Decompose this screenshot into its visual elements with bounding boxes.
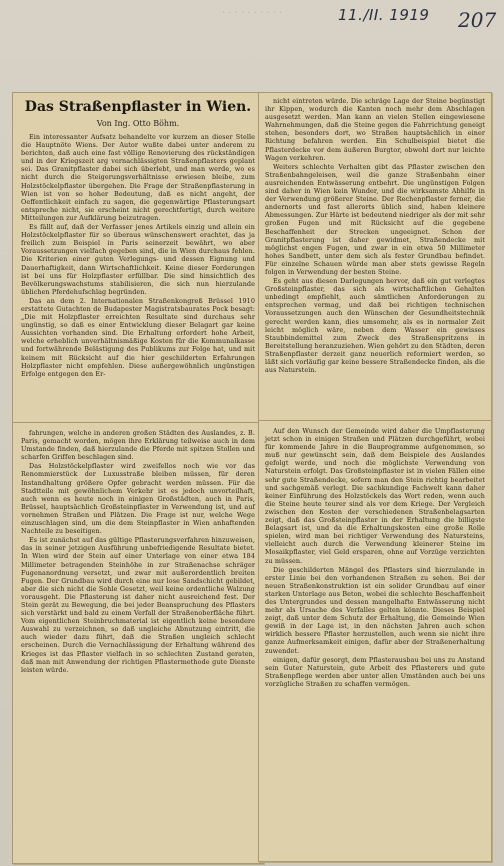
paragraph: Ein interessanter Aufsatz behandelte vor kurzem an dieser Stelle die Hauptnöte Wiens. Der Autor wußte dabei unter anderem zu berichten, daß auch eine fast völlige Renovierung des rückständigen und in der Kriegszeit arg vernachlässigten Straßenpflasters geplant sei. Das Granitpflaster dabei sich überlebt, und man werde, wo es nicht durch die Steigerungsverhältnisse erwiesen bleibe, zum Holzstöckelpflaster übergehen. Die Frage der Straßenpflasterung in Wien ist von so hoher Bedeutung, daß es nicht angeht, der Oeffentlichkeit einfach zu sagen, die gegenwärtige Pflasterungsart entspreche nicht, sie erscheint nicht gerechtfertigt, durch weitere Mitteilungen zur Aufklärung beizutragen.	[21, 133, 255, 222]
handwritten-page-number: 207	[458, 8, 497, 32]
paragraph: Auf den Wunsch der Gemeinde wird daher die Umpflasterung jetzt schon in einigen Straßen und Plätzen durchgeführt, wobei für kommende Jahre in die Bauprogramme aufgenommen, so muß nur gewünscht sein, daß dem Beispiele des Auslandes gefolgt werde, und noch die möglichste Verwendung von Naturstein erfolgt. Das Großsteinpflaster ist in vielen Fällen eine sehr gute Straßendecke, sofern man den Stein richtig bearbeitet und sachgemäß verlegt. Die sachkundige Fachwelt kann daher keiner Einführung des Holzstöckels das Wort reden, wenn auch die Steine heute teurer sind als vor dem Kriege. Der Vergleich zwischen den Kosten der verschiedenen Straßenbelagsarten zeigt, daß das Großsteinpflaster in der Erhaltung die billigste Belagsart ist, und da die Erhaltungskosten eine große Rolle spielen, wird man bei richtiger Verwendung des Natursteins, vielleicht auch durch die Verwendung kleinerer Steine im Mosaikpflaster, viel Geld ersparen, ohne auf Vorzüge verzichten zu müssen.	[265, 427, 485, 565]
paragraph: Es fällt auf, daß der Verfasser jenes Artikels einzig und allein ein Holzstöckelpflaster für so überaus wünschenswert erachtet, das ja freilich zum Beispiel in Paris seinerzeit bewährt, wo aber Voraussetzungen vielfach gegeben sind, die in Wien durchaus fehlen. Die Kriterien einer guten Verlegungs- und dessen Eignung und Dauerhaftigkeit, dann Wirtschaftlichkeit. Keine dieser Forderungen ist bei uns für Holzpflaster erfüllbar. Die sind hinsichtlich des Bevölkerungswachstums stabilisieren, die sich nun hierzulande üblichen Pferdehufschlag begründen.	[21, 223, 255, 296]
paragraph: einigen, dafür gesorgt, dem Pflasterausbau bei uns zu Anstand sein Guter Naturstein, gute Arbeit des Pflasterers und gute Straßenpflege werden aber unter allen Umständen auch bei uns vorzügliche Straßen zu schaffen vermögen.	[265, 655, 485, 688]
paragraph: Es geht aus diesen Darlegungen hervor, daß ein gut verlegtes Großsteinpflaster, das sich als wirtschaftlichen Gehalten unbedingt empfiehlt, auch sämtlichen Anforderungen zu entsprechen vermag, und daß bei richtigen technischen Voraussetzungen auch den Wünschen der Gesundheitstechnik gerecht werden kann, dies umsomehr, als es in normaler Zeit leicht möglich wäre, neben dem Wasser ein gewisses Staubbindemittel zum Zweck des Straßenspritzens in Bereitstellung heranzuziehen. Wien gehört zu den Städten, deren Straßenpflaster derzeit ganz neuerlich reformiert werden, so läßt sich vorläufig gar keine bessere Straßendecke finden, als die aus Naturstein.	[265, 277, 485, 375]
paragraph: Es ist zunächst auf das gültige Pflasterungsverfahren hinzuweisen, das in seiner jetzigen Ausführung unbefriedigende Resultate bietet. In Wien wird der Stein auf einer Unterlage von einer etwa 184 Millimeter betragenden Steinhöhe in zur Straßenachse schräger Fugenanordnung versetzt, und zwar mit außerordentlich breiten Fugen. Der Grundbau wird durch eine nur lose Sandschicht gebildet, aber die sich nicht die Sohle Gesetzt, weil keine ordentliche Walzung vorausgeht. Die Pflasterung ist daher nicht ausreichend fest. Der Stein gerät zu Bewegung, die bei jeder Beanspruchung des Pflasters sich verstärkt und bald zu einem Verfall der Straßenoberfläche führt. Vom eigentlichen Steinbruchmaterial ist eigentlich keine besondere Auswahl zu verzeichnen, so daß ungleiche Abnutzung eintritt, die auch wieder dazu führt, daß die Straßen ungleich schlecht erscheinen. Durch die Vernachlässigung der Erhaltung während des Krieges ist das Pflaster vielfach in so schlechten Zustand geraten, daß man mit Anwendung der richtigen Pflastermethode gute Dienste leisten würde.	[21, 536, 255, 674]
clipping-column-4	[258, 420, 492, 862]
clipping-column-2	[258, 92, 492, 424]
paragraph: fahrungen, welche in anderen großen Städten des Auslandes, z. B. Paris, gemacht worden, mögen ihre Erklärung teilweise auch in dem Umstande finden, daß hierzulande die Pferde mit spitzen Stollen und scharfen Griffen beschlagen sind.	[21, 429, 255, 462]
column-1-text	[21, 133, 255, 379]
paragraph: Das an dem 2. Internationalen Straßenkongreß Brüssel 1910 erstattete Gutachten de Budapester Magistratsbaurates Pock besagt: „Die mit Holzpflaster erreichten Resultate sind durchaus sehr ungünstig, so daß es einer Entwicklung dieser Belagart gar keine Aussichten vorhanden sind. Die Erhaltung erfordert hohe Arbeit, welche erheblich unverhältnismäßige Kosten für die Kommunalkasse und fortwährende Belästigung des Publikums zur Folge hat, und mit keinem mit Rücksicht auf die hier geschilderten Erfahrungen Holzpflaster nicht empfehlen. Diese außergewöhnlich ungünstigen Erfolge entgegen den Er-	[21, 296, 255, 378]
bleed-through-text: · · · · · · · · · ·	[222, 8, 283, 19]
paragraph: Weiters schlechte Verhalten gibt das Pflaster zwischen den Straßenbahngeleisen, weil die ganze Straßenbahn einer ausreichenden Entwässerung entbehrt. Die ungünstigen Folgen sind daher in Wien kein Wunder, und die wirksamste Abhilfe in der Verwendung größerer Steine. Der Rechenpflaster ferner, die andernorts und fast allerorts üblich sind, haben kleinere Abmessungen. Zur Härte ist bedeutend niedriger als der mit sehr großen Fugen und mit Rücksicht auf die gegebene Beschaffenheit der Strecken ungeeignet. Schon der Granitpflasterung ist daher gewidmet, Straßendecke mit möglichst engen Fugen, und zwar in ein etwa 50 Millimeter hohes Sandbett, unter dem sich als fester Grundbau befindet. Für einzelne Schauen würde man aber stets gewisse Regeln folgen in Verwendung der besten Steine.	[265, 162, 485, 276]
column-2-text	[265, 97, 485, 375]
article-title: Das Straßenpflaster in Wien.	[24, 99, 252, 115]
paragraph: Das Holzstöckelpflaster wird zweifellos noch wie vor das Renommierstück der Luxusstraße bleiben müssen, für deren Instandhaltung größere Opfer gebracht werden müssen. Für die Stadtteile mit gewöhnlichem Verkehr ist es jedoch unvorteilhaft, auch wenn es heute noch in einigen Großstädten, auch in Paris, Brüssel, hauptsächlich Großsteinpflaster in Verwendung ist, und auf vornehmen Straßen und Plätzen. Die Frage ist nur, welche Wege einzuschlagen sind, um die dem Steinpflaster in Wien anhaftenden Nachteile zu beseitigen.	[21, 462, 255, 536]
column-3-text	[21, 429, 255, 675]
handwritten-date: 11./II. 1919	[338, 6, 430, 24]
paragraph: Die geschilderten Mängel des Pflasters sind hierzulande in erster Linie bei den vorhandenen Straßen zu sehen. Bei der neuen Straßenkonstruktion ist ein solider Grundbau auf einer starken Unterlage aus Beton, wobei die schlechte Beschaffenheit des Untergrundes und dessen mangelhafte Entwässerung nicht mehr als Ursache des Verfalles gelten könnte. Dieses Beispiel zeigt, daß unter dem Schutz der Erhaltung, die Gemeinde Wien gewiß in der Lage ist, in den nächsten Jahren auch schon wirklich bessere Pflaster herzustellen, auch wenn sie nicht ihre ganze Aufmerksamkeit einigen, dafür aber der Straßenerhaltung zuwendet.	[265, 565, 485, 655]
clipping-column-3	[12, 422, 264, 864]
clipping-column-1	[12, 92, 264, 434]
paragraph: nicht eintreten würde. Die schräge Lage der Steine begünstigt ihr Kippen, wodurch die Kanten noch mehr dem Abschlagen ausgesetzt werden. Man kann an vielen Stellen eingewiesene Wahrnehmungen, daß die Steine gegen die Fahrrichtung geneigt stehen, besonders dort, wo Straßen hauptsächlich in einer Richtung befahren werden. Ein Schulbeispiel bietet die Pflasterdecke vor dem äußeren Burgtor, obwohl dort nur leichte Wagen verkehren.	[265, 97, 485, 162]
column-4-text	[265, 427, 485, 689]
article-author: Von Ing. Otto Böhm.	[96, 119, 180, 128]
